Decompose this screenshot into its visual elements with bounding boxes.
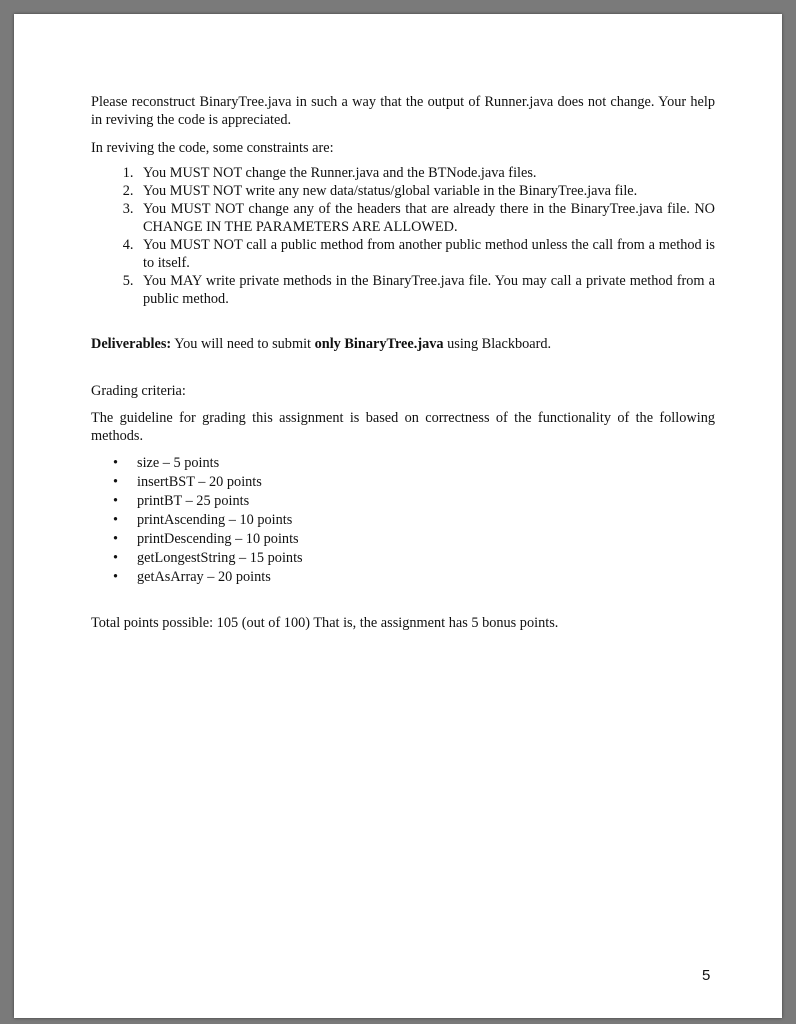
deliverables-text-after: using Blackboard. bbox=[443, 336, 552, 352]
grading-guideline: The guideline for grading this assignment is based on correctness of the functionality of the following methods. bbox=[91, 410, 715, 444]
constraint-item: 5. You MAY write private methods in the BinaryTree.java file. You may call a private method from a public method. bbox=[137, 272, 715, 308]
constraint-item: 1. You MUST NOT change the Runner.java and the BTNode.java files. bbox=[137, 164, 715, 182]
constraints-intro: In reviving the code, some constraints are: bbox=[91, 140, 334, 156]
constraints-list bbox=[91, 164, 715, 308]
deliverables-label: Deliverables: bbox=[91, 336, 172, 352]
method-points-item: • size – 5 points bbox=[137, 454, 715, 473]
constraint-item: 3. You MUST NOT change any of the headers that are already there in the BinaryTree.java file. NO CHANGE IN THE PARAMETERS ARE ALLOWED. bbox=[137, 200, 715, 236]
deliverables-paragraph bbox=[91, 335, 715, 353]
page-content bbox=[91, 93, 715, 632]
document-page bbox=[14, 14, 782, 1018]
method-points-item: • printAscending – 10 points bbox=[137, 511, 715, 530]
constraint-item: 4. You MUST NOT call a public method from another public method unless the call from a method is to itself. bbox=[137, 236, 715, 272]
page-number: 5 bbox=[702, 967, 711, 984]
method-points-item: • getAsArray – 20 points bbox=[137, 568, 715, 587]
method-points-item: • printDescending – 10 points bbox=[137, 530, 715, 549]
deliverables-text-before: You will need to submit bbox=[171, 336, 315, 352]
methods-list bbox=[91, 454, 715, 587]
grading-heading: Grading criteria: bbox=[91, 383, 186, 399]
deliverables-file: only BinaryTree.java bbox=[314, 336, 444, 352]
method-points-item: • printBT – 25 points bbox=[137, 492, 715, 511]
total-points: Total points possible: 105 (out of 100) That is, the assignment has 5 bonus points. bbox=[91, 615, 559, 631]
intro-paragraph: Please reconstruct BinaryTree.java in such a way that the output of Runner.java does not change. Your help in reviving the code is appreciated. bbox=[91, 94, 715, 128]
method-points-item: • insertBST – 20 points bbox=[137, 473, 715, 492]
method-points-item: • getLongestString – 15 points bbox=[137, 549, 715, 568]
constraint-item: 2. You MUST NOT write any new data/status/global variable in the BinaryTree.java file. bbox=[137, 182, 715, 200]
